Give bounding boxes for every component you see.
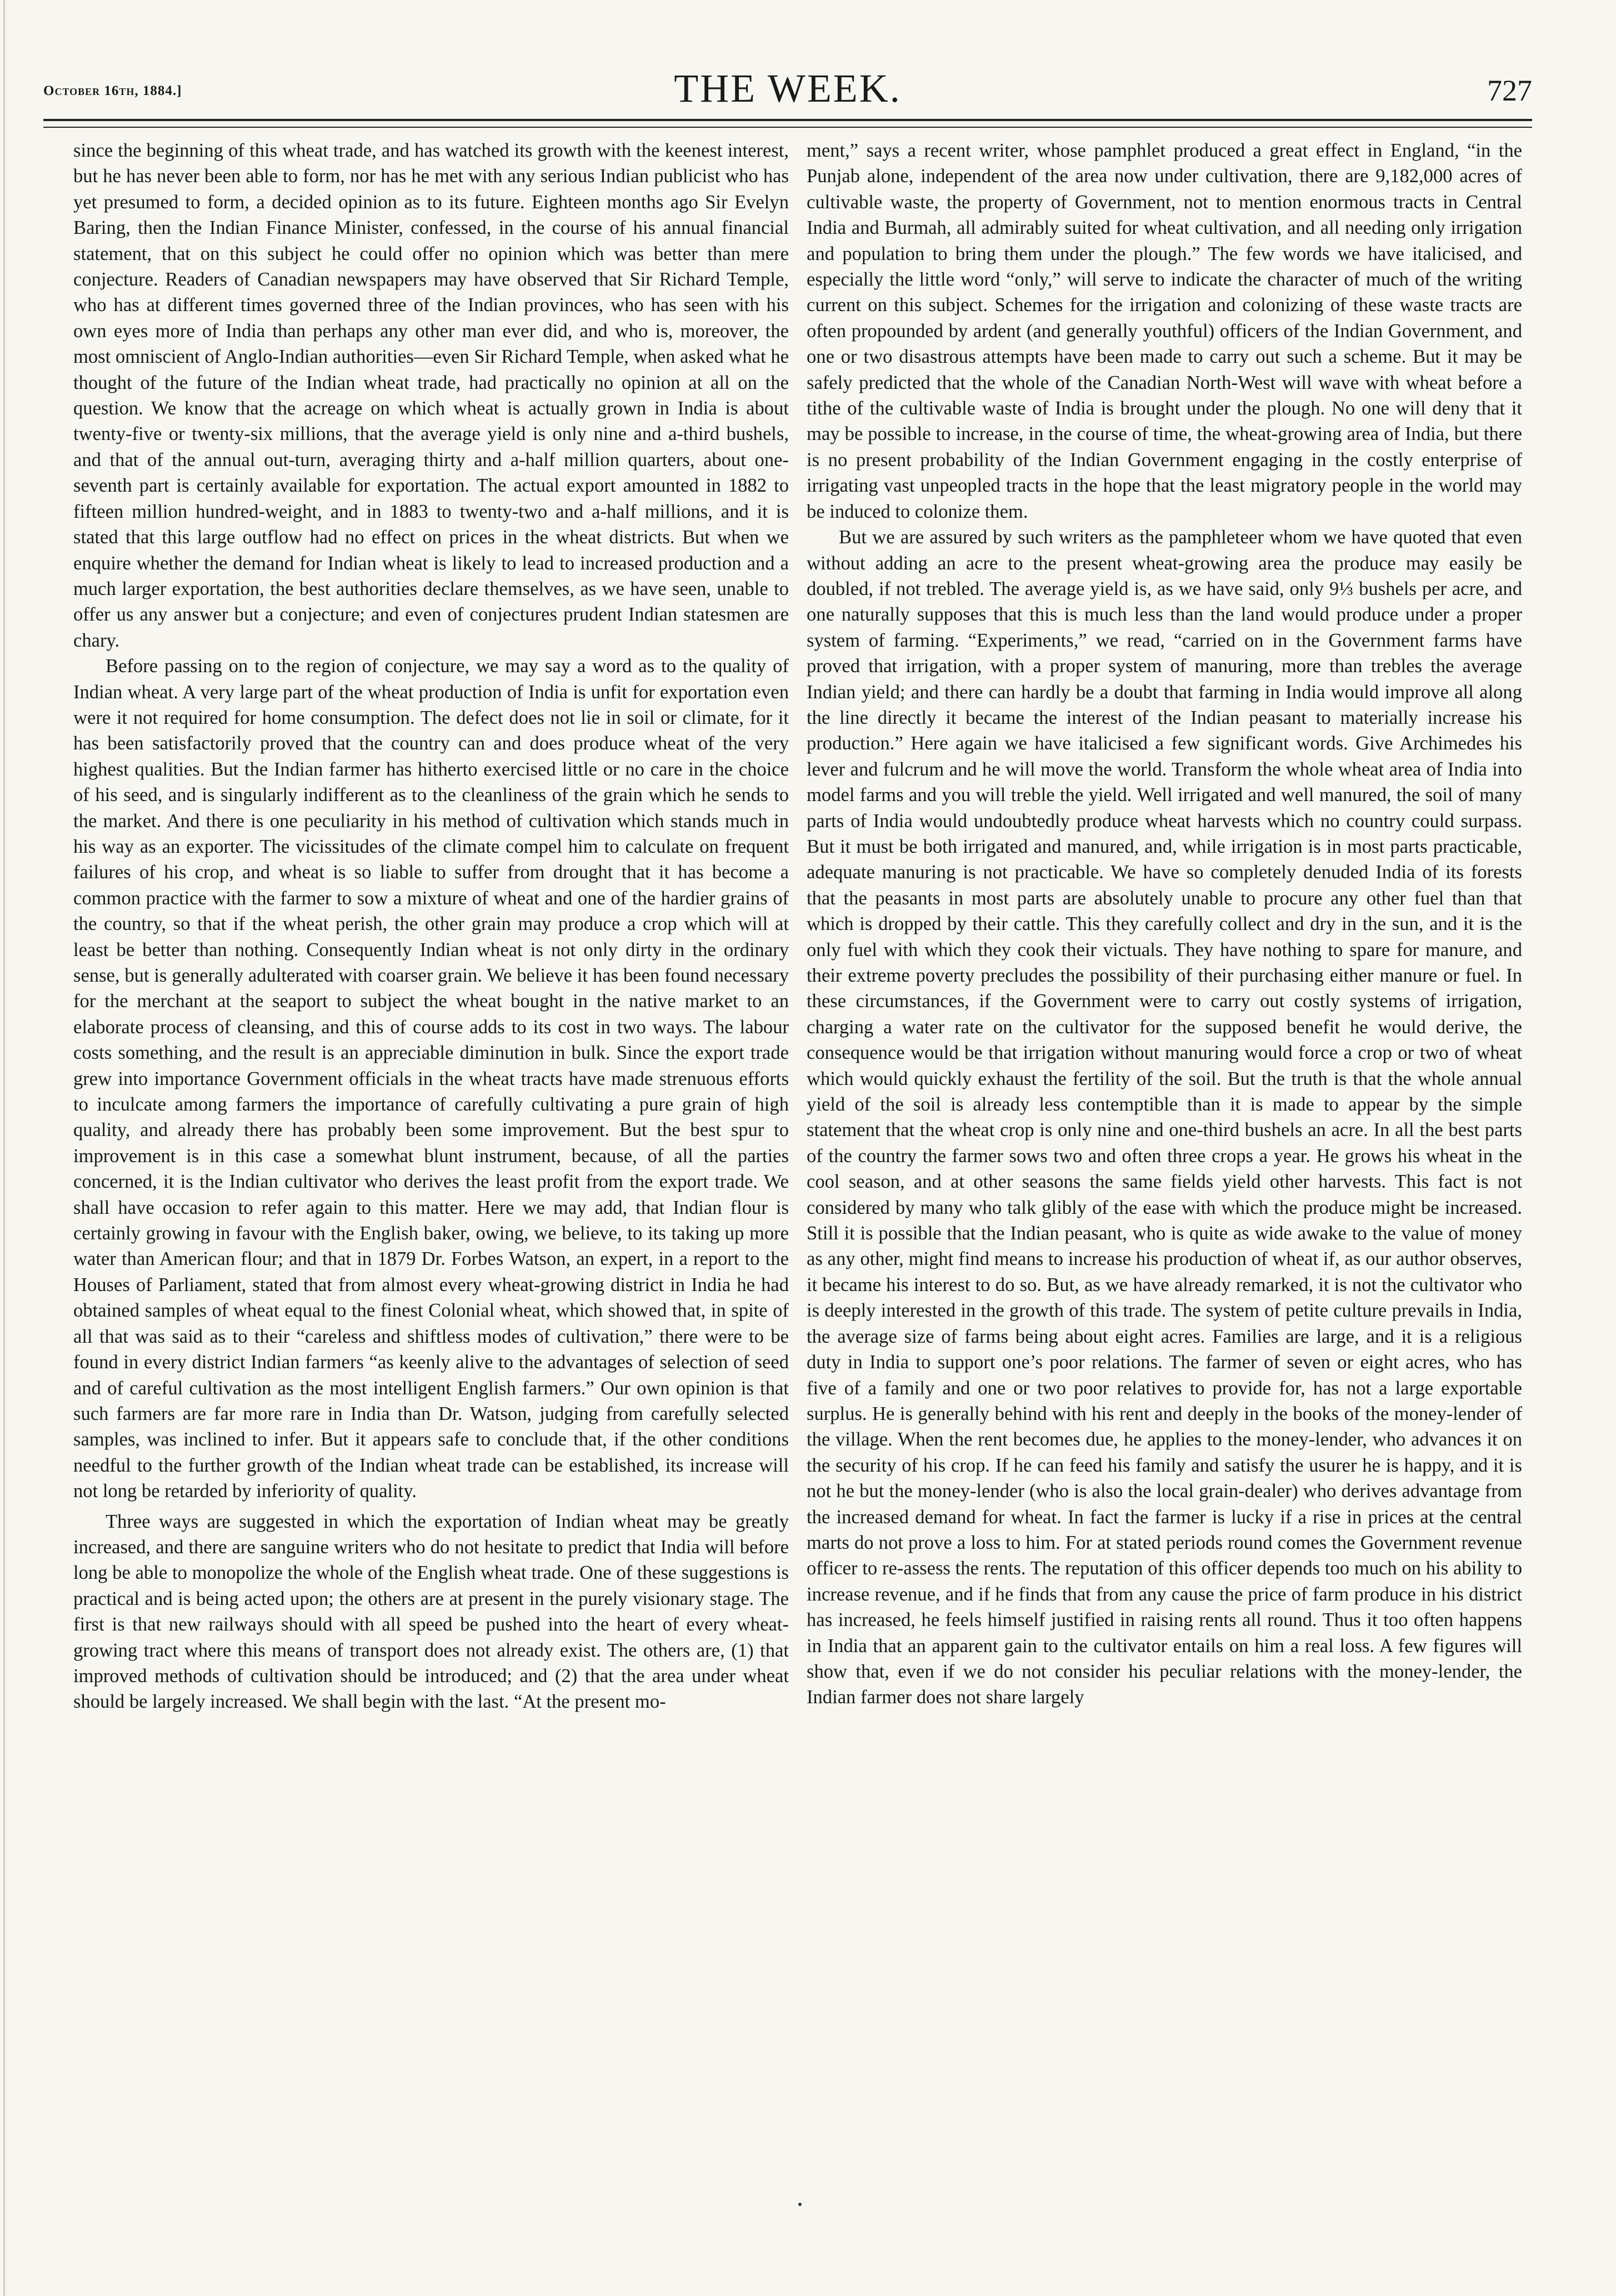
paragraph: But we are assured by such writers as the pamphleteer whom we have quoted that even without adding an acre to the present wheat-growing area the produce may easily be doubled, if not trebled. The average yield is, as we have said, only 9⅓ bushels per acre, and one naturally supposes that this is much less than the land would produce under a proper system of farming. “Experiments,” we read, “carried on in the Government farms have proved that irrigation, with a proper system of manuring, more than trebles the average Indian yield; and there can hardly be a doubt that farming in India would improve all along the line directly it became the interest of the Indian peasant to materially increase his production.” Here again we have italicised a few significant words. Give Archimedes his lever and fulcrum and he will move the world. Transform the whole wheat area of India into model farms and you will treble the yield. Well irrigated and well manured, the soil of many parts of India would undoubtedly produce wheat harvests which no country could surpass. But it must be both irrigated and manured, and, while irrigation is in most parts practicable, adequate manuring is not practicable. We have so completely denuded India of its forests that the peasants in most parts are absolutely unable to procure any other fuel than that which is dropped by their cattle. This they carefully collect and dry in the sun, and it is the only fuel with which they cook their victuals. They have nothing to spare for manure, and their extreme poverty precludes the possibility of their purchasing either manure or fuel. In these circumstances, if the Government were to carry out costly systems of irrigation, charging a water rate on the cultivator for the supposed benefit he would derive, the consequence would be that irrigation without manuring would force a crop or two of wheat which would quickly exhaust the fertility of the soil. But the truth is that the whole annual yield of the soil is already less contemptible than it is made to appear by the simple statement that the wheat crop is only nine and one-third bushels an acre. In all the best parts of the country the farmer sows two and often three crops a year. He grows his wheat in the cool season, and at other seasons the same fields yield other harvests. This fact is not considered by many who talk glibly of the ease with which the produce might be increased. Still it is possible that the Indian peasant, who is quite as wide awake to the value of money as any other, might find means to increase his production of wheat if, as our author observes, it became his interest to do so. But, as we have already remarked, it is not the cultivator who is deeply interested in the growth of this trade. The system of petite culture prevails in India, the average size of farms being about eight acres. Families are large, and it is a religious duty in India to support one’s poor relations. The farmer of seven or eight acres, who has five of a family and one or two poor relatives to provide for, has not a large exportable surplus. He is generally behind with his rent and deeply in the books of the money-lender of the village. When the rent becomes due, he applies to the money-lender, who advances it on the security of his crop. If he can feed his family and satisfy the usurer he is happy, and it is not he but the money-lender (who is also the local grain-dealer) who derives advantage from the increased demand for wheat. In fact the farmer is lucky if a rise in prices at the central marts do not prove a loss to him. For at stated periods round comes the Government revenue officer to re-assess the rents. The reputation of this officer depends too much on his ability to increase revenue, and if he finds that from any cause the price of farm produce in his district has increased, he feels himself justified in raising rents all round. Thus it too often happens in India that an apparent gain to the cultivator entails on him a real loss. A few figures will show that, even if we do not consider his peculiar relations with the money-lender, the Indian farmer does not share largely [807,527,1522,1708]
masthead-title: THE WEEK. [674,66,902,111]
page-number: 727 [1487,74,1532,107]
issue-date: October 16th, 1884.] [43,83,182,98]
page-edge-shadow [3,0,5,2296]
paragraph: ment,” says a recent writer, whose pamphlet produced a great effect in England, “in the Punjab alone, independent of the area now under cultivation, there are 9,182,000 acres of cultivable waste, the property of Government, not to mention enormous tracts in Central India and Burmah, all admirably suited for wheat cultivation, and all needing only irrigation and population to bring them under the plough.” The few words we have italicised, and especially the little word “only,” will serve to indicate the character of much of the writing current on this subject. Schemes for the irrigation and colonizing of these waste tracts are often propounded by ardent (and generally youthful) officers of the Indian Government, and one or two disastrous attempts have been made to carry out such a scheme. But it may be safely predicted that the whole of the Canadian North-West will wave with wheat before a tithe of the cultivable waste of India is brought under the plough. No one will deny that it may be possible to increase, in the course of time, the wheat-growing area of India, but there is no present probability of the Indian Government engaging in the costly enterprise of irrigating vast unpeopled tracts in the hope that the least migratory people in the world may be induced to colonize them. [807,140,1522,522]
right-column [807,138,1522,2249]
header-rule-thick [43,119,1532,121]
running-header [43,66,1532,117]
left-column [73,138,789,2249]
paragraph: Before passing on to the region of conjecture, we may say a word as to the quality of Indian wheat. A very large part of the wheat production of India is unfit for exportation even were it not required for home consumption. The defect does not lie in soil or climate, for it has been satisfactorily proved that the country can and does produce wheat of the very highest qualities. But the Indian farmer has hitherto exercised little or no care in the choice of his seed, and is singularly indifferent as to the cleanliness of the grain which he sends to the market. And there is one peculiarity in his method of cultivation which stands much in his way as an exporter. The vicissitudes of the climate compel him to calculate on frequent failures of his crop, and wheat is so liable to suffer from drought that it has become a common practice with the farmer to sow a mixture of wheat and one of the hardier grains of the country, so that if the wheat perish, the other grain may produce a crop which will at least be better than nothing. Consequently Indian wheat is not only dirty in the ordinary sense, but is generally adulterated with coarser grain. We believe it has been found necessary for the merchant at the seaport to subject the wheat bought in the native market to an elaborate process of cleansing, and this of course adds to its cost in two ways. The labour costs something, and the result is an appreciable diminution in bulk. Since the export trade grew into importance Government officials in the wheat tracts have made strenuous efforts to inculcate among farmers the importance of carefully cultivating a pure grain of high quality, and already there has probably been some improvement. But the best spur to improvement is in this case a somewhat blunt instrument, because, of all the parties concerned, it is the Indian cultivator who derives the least profit from the export trade. We shall have occasion to refer again to this matter. Here we may add, that Indian flour is certainly growing in favour with the English baker, owing, we believe, to its taking up more water than American flour; and that in 1879 Dr. Forbes Watson, an expert, in a report to the Houses of Parliament, stated that from almost every wheat-growing district in India he had obtained samples of wheat equal to the finest Colonial wheat, which showed that, in spite of all that was said as to their “careless and shiftless modes of cultivation,” there were to be found in every district Indian farmers “as keenly alive to the advantages of selection of seed and of careful cultivation as the most intelligent English farmers.” Our own opinion is that such farmers are far more rare in India than Dr. Watson, judging from carefully selected samples, was inclined to infer. But it appears safe to conclude that, if the other conditions needful to the further growth of the Indian wheat trade can be established, its increase will not long be retarded by inferiority of quality. [73,656,789,1502]
print-speck [798,2203,802,2206]
header-rule-thin [43,127,1532,128]
paragraph: since the beginning of this wheat trade, and has watched its growth with the keenest interest, but he has never been able to form, nor has he met with any serious Indian publicist who has yet presumed to form, a decided opinion as to its future. Eighteen months ago Sir Evelyn Baring, then the Indian Finance Minister, confessed, in the course of his annual financial statement, that on this subject he could offer no opinion which was better than mere conjecture. Readers of Canadian newspapers may have observed that Sir Richard Temple, who has at different times governed three of the Indian provinces, who has seen with his own eyes more of India than perhaps any other man ever did, and who is, moreover, the most omniscient of Anglo-Indian authorities—even Sir Richard Temple, when asked what he thought of the future of the Indian wheat trade, had practically no opinion at all on the question. We know that the acreage on which wheat is actually grown in India is about twenty-five or twenty-six millions, that the average yield is only nine and a-third bushels, and that of the annual out-turn, averaging thirty and a-half million quarters, about one-seventh part is certainly available for exportation. The actual export amounted in 1882 to fifteen million hundred-weight, and in 1883 to twenty-two and a-half millions, and it is stated that this large outflow had no effect on prices in the wheat districts. But when we enquire whether the demand for Indian wheat is likely to lead to increased production and a much larger exportation, the best authorities declare themselves, as we have seen, unable to offer us any answer but a conjecture; and even of conjectures prudent Indian statesmen are chary. [73,140,789,651]
paragraph: Three ways are suggested in which the exportation of Indian wheat may be greatly increased, and there are sanguine writers who do not hesitate to predict that India will before long be able to monopolize the whole of the English wheat trade. One of these suggestions is practical and is being acted upon; the others are at present in the purely visionary stage. The first is that new railways should with all speed be pushed into the heart of every wheat-growing tract where this means of transport does not already exist. The others are, (1) that improved methods of cultivation should be introduced; and (2) that the area under wheat should be largely increased. We shall begin with the last. “At the present mo- [73,1510,789,1713]
